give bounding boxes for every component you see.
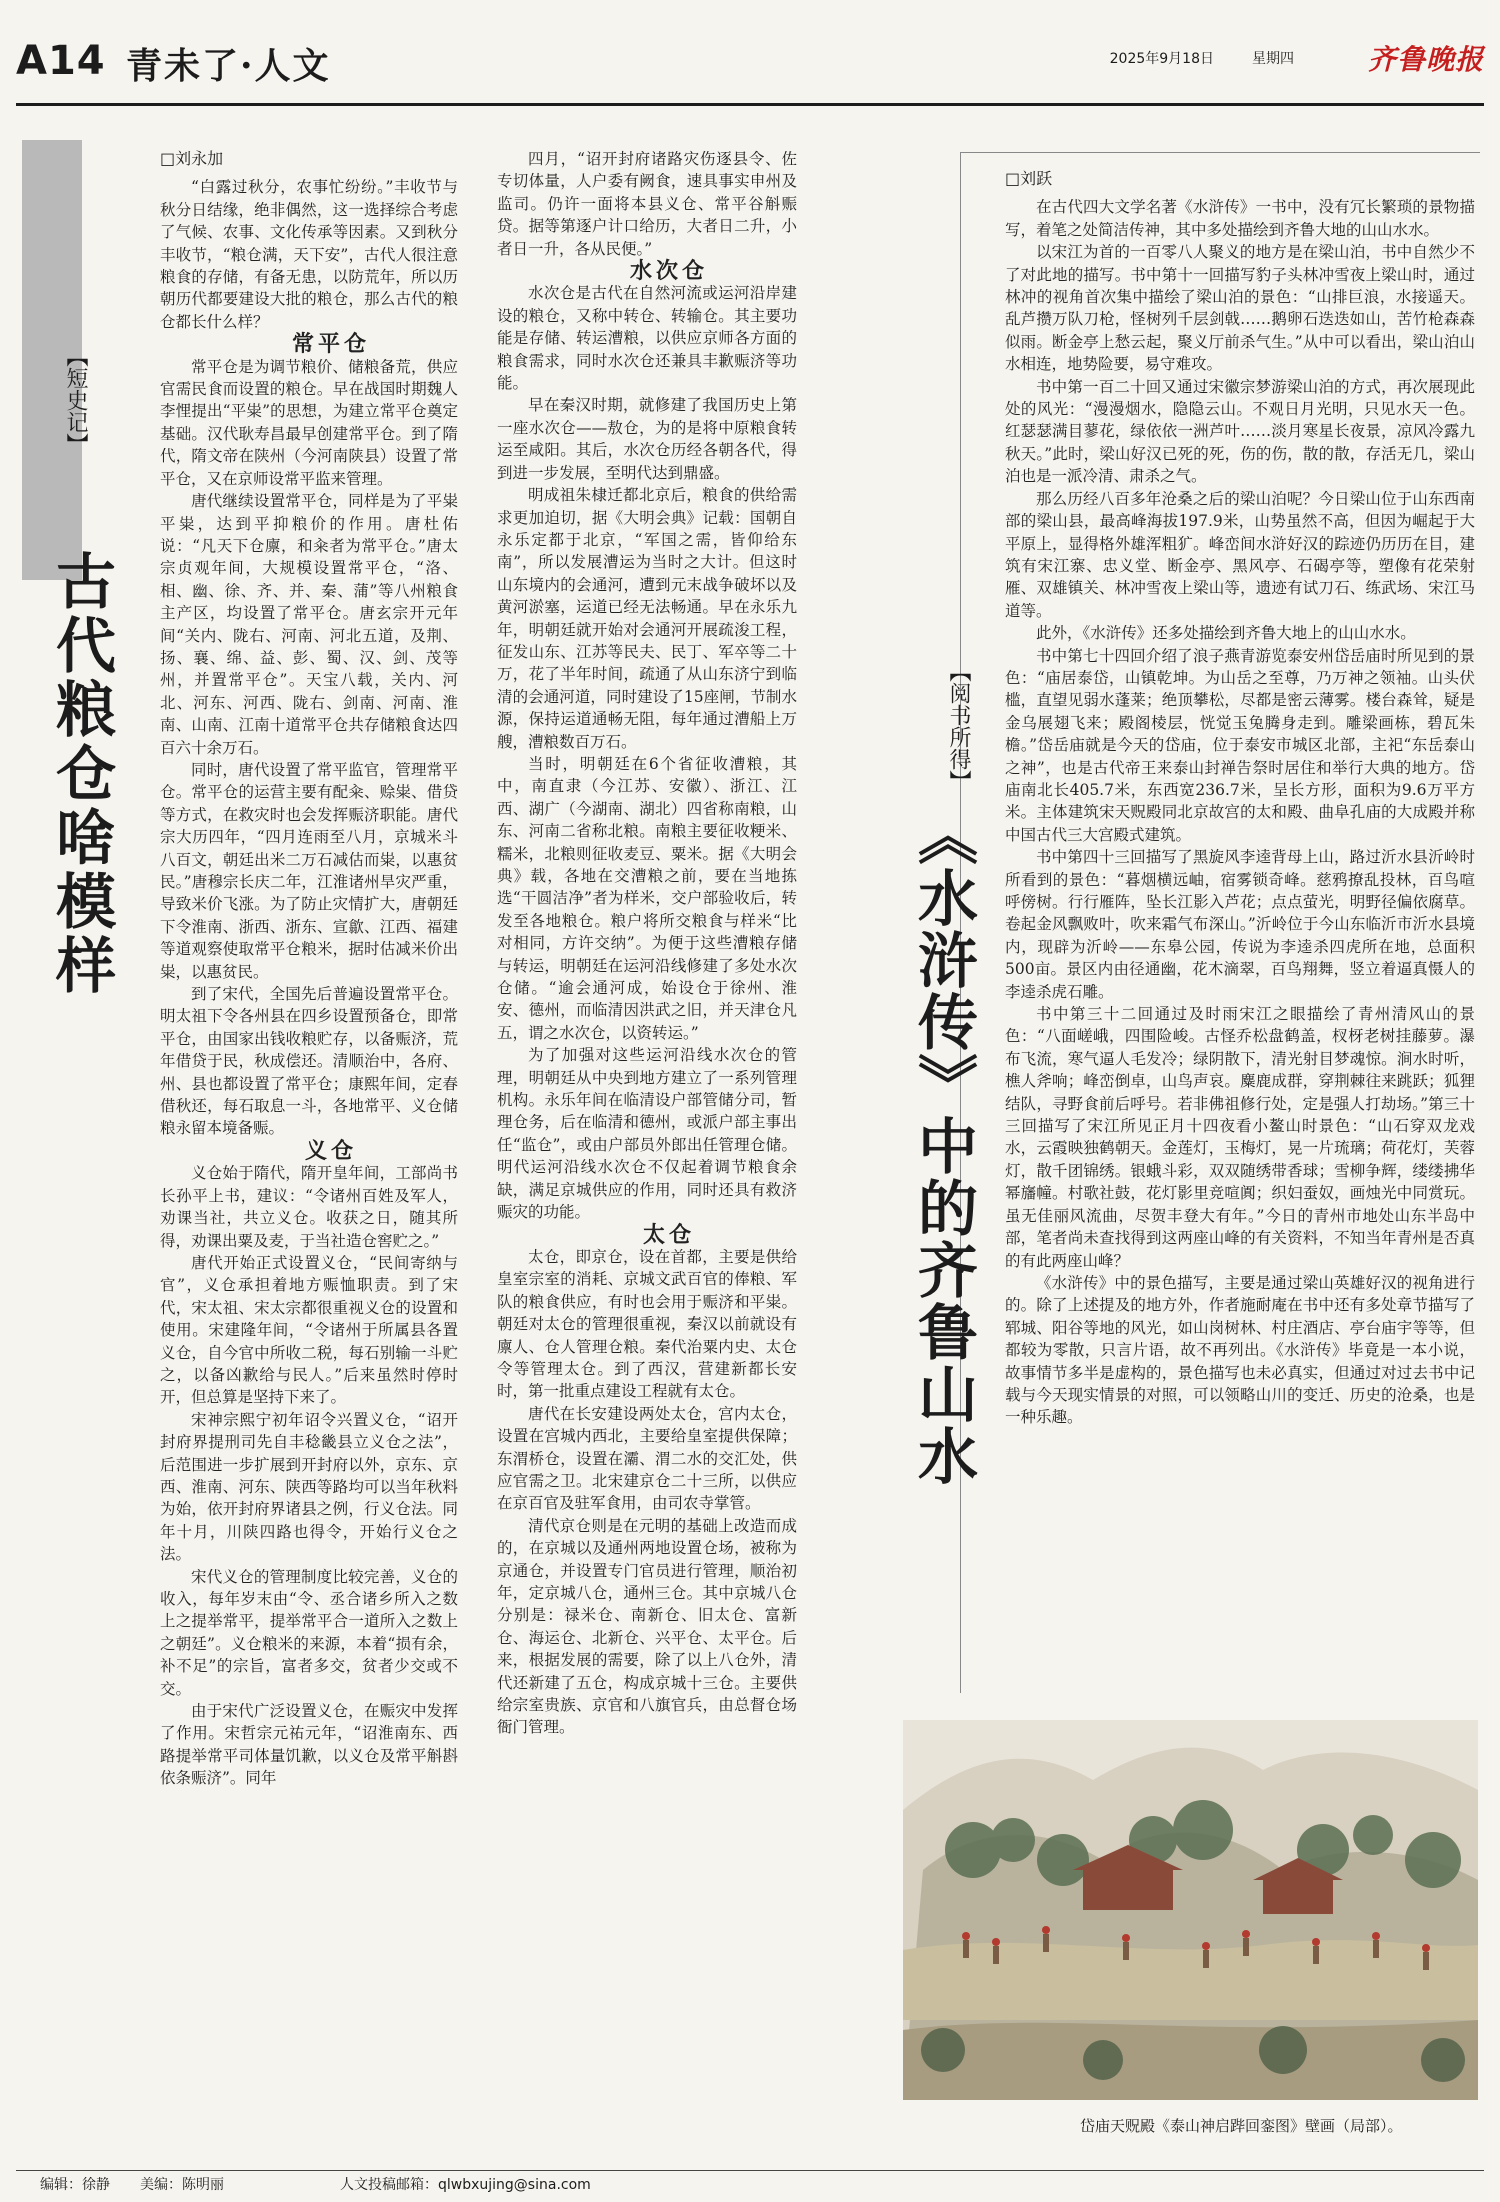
issue-weekday: 星期四 [1252, 51, 1294, 67]
left-article-byline: □刘永加 [160, 149, 224, 168]
body-paragraph: 书中第三十二回通过及时雨宋江之眼描绘了青州清风山的景色：“八面嵯峨，四围险峻。古怪乔松盘鹤盖，杈枒老树挂藤萝。瀑布飞流，寒气逼人毛发冷；绿阴散下，清光射目梦魂惊。涧水时听，樵人斧响；峰峦倒卓，山鸟声哀。麋鹿成群，穿荆棘往来跳跃；狐狸结队，寻野食前后呼号。若非佛祖修行处，定是强人打劫场。”第三十三回描写了宋江所见正月十四夜看小鳌山时景色：“山石穿双龙戏水，云霞映独鹤朝天。金莲灯，玉梅灯，晃一片琉璃；荷花灯，芙蓉灯，散千团锦绣。银蛾斗彩，双双随绣带香球；雪柳争辉，缕缕拂华幂旛幢。村歌社鼓，花灯影里竞喧阗；织妇蚕奴，画烛光中同赏玩。虽无佳丽风流曲，尽贺丰登大有年。”今日的青州市地处山东半岛中部，笔者尚未查找得到这两座山峰的有关资料，不知当年青州是否真的有此两座山峰？ [1005, 1005, 1475, 1270]
body-paragraph: 当时，明朝廷在6个省征收漕粮，其中，南直隶（今江苏、安徽）、浙江、江西、湖广（今湖南、湖北）四省称南粮，山东、河南二省称北粮。南粮主要征收粳米、糯米，北粮则征收麦豆、粟米。据《大明会典》载，各地在交漕粮之前，要在当地拣选“干圆洁净”者为样米，交户部验收后，转发至各地粮仓。粮户将所交粮食与样米“比对相同，方许交纳”。为便于这些漕粮存储与转运，明朝廷在运河沿线修建了多处水次仓储。“逾会通河成，始设仓于徐州、淮安、德州，而临清因洪武之旧，并天津仓凡五，谓之水次仓，以资转运。” [497, 754, 797, 1042]
body-paragraph: 书中第七十四回介绍了浪子燕青游览泰安州岱岳庙时所见到的景色：“庙居泰岱，山镇乾坤。为山岳之至尊，乃万神之领袖。山头伏槛，直望见弱水蓬莱；绝顶攀松，尽都是密云薄雾。楼台森耸，疑是金乌展翅飞来；殿阁棱层，恍觉玉兔腾身走到。雕梁画栋，碧瓦朱檐。”岱岳庙就是今天的岱庙，位于泰安市城区北部，主祀“东岳泰山之神”，也是古代帝王来泰山封禅告祭时居住和举行大典的地方。岱庙南北长405.7米，东西宽236.7米，呈长方形，面积为9.6万平方米。主体建筑宋天贶殿同北京故宫的太和殿、曲阜孔庙的大成殿并称中国古代三大宫殿式建筑。 [1005, 646, 1475, 844]
footer-editor: 编辑：徐静 [40, 2177, 110, 2193]
right-article-body [1005, 168, 1475, 1698]
body-paragraph: 太仓，即京仓，设在首都，主要是供给皇室宗室的消耗、京城文武百官的俸粮、军队的粮食供应，有时也会用于赈济和平粜。朝廷对太仓的管理很重视，秦汉以前就设有廪人、仓人管理仓粮。秦代治粟内史、太仓令等管理太仓。到了西汉，营建新都长安时，第一批重点建设工程就有太仓。 [497, 1247, 797, 1401]
section-subheading: 太仓 [642, 1221, 695, 1248]
body-paragraph: 唐代继续设置常平仓，同样是为了平粜平粜，达到平抑粮价的作用。唐杜佑说：“凡天下仓廪，和籴者为常平仓。”唐太宗贞观年间，大规模设置常平仓，“洛、相、幽、徐、齐、并、秦、蒲”等八州粮食主产区，均设置了常平仓。唐玄宗开元年间“关内、陇右、河南、河北五道，及荆、扬、襄、绵、益、彭、蜀、汉、剑、茂等州，并置常平仓”。天宝八载，关内、河北、河东、河西、陇右、剑南、河南、淮南、山南、江南十道常平仓共存储粮食达四百六十余万石。 [160, 492, 458, 757]
footer-email: 人文投稿邮箱：qlwbxujing@sina.com [340, 2177, 591, 2193]
section-subheading: 常平仓 [291, 331, 370, 358]
body-paragraph: “白露过秋分，农事忙纷纷。”丰收节与秋分日结缘，绝非偶然，这一选择综合考虑了气候、农事、文化传承等因素。又到秋分丰收节，“粮仓满，天下安”，古代人很注意粮食的存储，有备无患，以防荒年，所以历朝历代都要建设大批的粮仓，那么古代的粮仓都长什么样？ [160, 178, 458, 331]
body-paragraph: 早在秦汉时期，就修建了我国历史上第一座水次仓——敖仓，为的是将中原粮食转运至咸阳。其后，水次仓历经各朝各代，得到进一步发展，至明代达到鼎盛。 [497, 396, 797, 482]
section-subheading: 水次仓 [629, 258, 708, 285]
body-paragraph: 《水浒传》中的景色描写，主要是通过梁山英雄好汉的视角进行的。除了上述提及的地方外，作者施耐庵在书中还有多处章节描写了郓城、阳谷等地的风光，如山岗树林、村庄酒店、亭台庙宇等等，但都较为零散，只言片语，故不再列出。《水浒传》毕竟是一本小说，故事情节多半是虚构的，景色描写也未必真实，但通过对过去书中记载与今天现实情景的对照，可以领略山川的变迁、历史的沧桑，也是一种乐趣。 [1005, 1273, 1475, 1427]
body-paragraph: 宋神宗熙宁初年诏令兴置义仓，“诏开封府界提刑司先自丰稔畿县立义仓之法”，后范围进一步扩展到开封府以外，京东、京西、淮南、河东、陕西等路均可以当年秋料为始，依开封府界诸县之例，行义仓法。同年十月，川陕四路也得令，开始行义仓之法。 [160, 1410, 458, 1564]
right-article-title: 《水浒传》中的齐鲁山水 [908, 805, 978, 1487]
body-paragraph: 书中第四十三回描写了黑旋风李逵背母上山，路过沂水县沂岭时所看到的景色：“暮烟横远岫，宿雾锁奇峰。慈鸦撩乱投林，百鸟喧呼傍树。行行雁阵，坠长江影入芦花；点点萤光，明野径偏依腐草。卷起金风飘败叶，吹来霜气布深山。”沂岭位于今山东临沂市沂水县境内，现辟为沂岭——东皋公园，传说为李逵杀四虎所在地，总面积500亩。景区内由径通幽，花木滴翠，百鸟翔舞，竖立着逼真慑人的李逵杀虎石雕。 [1005, 848, 1475, 1001]
right-article-byline: □刘跃 [1005, 169, 1053, 188]
body-paragraph: 在古代四大文学名著《水浒传》一书中，没有冗长繁琐的景物描写，着笔之处简洁传神，其中多处描绘到齐鲁大地的山山水水。 [1005, 198, 1475, 239]
body-paragraph: 宋代义仓的管理制度比较完善，义仓的收入，每年岁末由“令、丞合诸乡所入之数上之提举常平，提举常平合一道所入之数上之朝廷”。义仓粮米的来源，本着“损有余，补不足”的宗旨，富者多交，贫者少交或不交。 [160, 1567, 458, 1698]
section-subheading: 义仓 [304, 1137, 357, 1164]
section-title: 青未了·人文 [126, 45, 331, 87]
body-paragraph: 义仓始于隋代，隋开皇年间，工部尚书长孙平上书，建议：“令诸州百姓及军人，劝课当社，共立义仓。收获之日，随其所得，劝课出粟及麦，于当社造仓窖贮之。” [160, 1164, 458, 1250]
page-header [16, 38, 1484, 98]
body-paragraph: 同时，唐代设置了常平监官，管理常平仓。常平仓的运营主要有配籴、赊粜、借贷等方式，在救灾时也会发挥赈济职能。唐代宗大历四年，“四月连雨至八月，京城米斗八百文，朝廷出米二万石减估而粜，以惠贫民。”唐穆宗长庆二年，江淮诸州旱灾严重，导致米价飞涨。为了防止灾情扩大，唐朝廷下令淮南、浙西、浙东、宣歙、江西、福建等道观察使取常平仓粮米，据时估减米价出粜，以惠贫民。 [160, 760, 458, 981]
body-paragraph: 那么历经八百多年沧桑之后的梁山泊呢？今日梁山位于山东西南部的梁山县，最高峰海拔197.9米，山势虽然不高，但因为崛起于大平原上，显得格外雄浑粗犷。峰峦间水浒好汉的踪迹仍历历在目，建筑有宋江寨、忠义堂、断金亭、黑风亭、石碣亭等，塑像有花荣射雁、双雄镇关、林冲雪夜上梁山等，遗迹有试刀石、练武场、宋江马道等。 [1005, 489, 1475, 620]
body-paragraph: 以宋江为首的一百零八人聚义的地方是在梁山泊，书中自然少不了对此地的描写。书中第十一回描写豹子头林冲雪夜上梁山时，通过林冲的视角首次集中描绘了梁山泊的景色：“山排巨浪，水接遥天。乱芦攒万队刀枪，怪树列千层剑戟……鹅卵石迭迭如山，苦竹枪森森似雨。断金亭上愁云起，聚义厅前杀气生。”从中可以看出，梁山泊山水相连，地势险要，易守难攻。 [1005, 243, 1475, 374]
left-article-title: 古代粮仓啥模样 [46, 550, 116, 998]
issue-date: 2025年9月18日 [1109, 51, 1214, 67]
body-paragraph: 清代京仓则是在元明的基础上改造而成的，在京城以及通州两地设置仓场，被称为京通仓，并设置专门官员进行管理，顺治初年，定京城八仓，通州三仓。其中京城八仓分别是：禄米仓、南新仓、旧太仓、富新仓、海运仓、北新仓、兴平仓、太平仓。后来，根据发展的需要，除了以上八仓外，清代还新建了五仓，构成京城十三仓。主要供给宗室贵族、京官和八旗官兵，由总督仓场衙门管理。 [497, 1516, 797, 1737]
newspaper-logo: 齐鲁晚报 [1367, 43, 1484, 76]
body-paragraph: 唐代开始正式设置义仓，“民间寄纳与官”，义仓承担着地方赈恤职责。到了宋代，宋太祖、宋太宗都很重视义仓的设置和使用。宋建隆年间，“令诸州于所属县各置义仓，自今官中所收二税，每石别输一斗贮之，以备凶歉给与民人。”后来虽然时停时开，但总算是坚持下来了。 [160, 1253, 458, 1407]
body-paragraph: 常平仓是为调节粮价、储粮备荒，供应官需民食而设置的粮仓。早在战国时期魏人李悝提出“平粜”的思想，为建立常平仓奠定基础。汉代耿寿昌最早创建常平仓。到了隋代，隋文帝在陕州（今河南陕县）设置了常平仓，又在京师设常平监来管理。 [160, 357, 458, 488]
body-paragraph: 四月，“诏开封府诸路灾伤逐县令、佐专切体量，人户委有阙食，速具事实申州及监司。仍许一面将本县义仓、常平谷斛赈贷。据等第逐户计口给历，大者日二升，小者日一升，各从民便。” [497, 150, 797, 258]
body-paragraph: 书中第一百二十回又通过宋徽宗梦游梁山泊的方式，再次展现此处的风光：“漫漫烟水，隐隐云山。不观日月光明，只见水天一色。红瑟瑟满目蓼花，绿依依一洲芦叶……淡月寒星长夜景，凉风冷露九秋天。”此时，梁山好汉已死的死，伤的伤，散的散，存活无几，梁山泊也是一派冷清、肃杀之气。 [1005, 377, 1475, 486]
column-tag-left: 【短史记】 [63, 345, 88, 455]
mural-image [903, 1720, 1478, 2100]
image-caption: 岱庙天贶殿《泰山神启跸回銮图》壁画（局部）。 [1080, 2117, 1403, 2135]
body-paragraph: 明成祖朱棣迁都北京后，粮食的供给需求更加迫切，据《大明会典》记载：国朝自永乐定都于北京，“军国之需，皆仰给东南”，所以发展漕运为当时之大计。但这时山东境内的会通河，遭到元末战争破坏以及黄河淤塞，运道已经无法畅通。早在永乐九年，明朝廷就开始对会通河开展疏浚工程，征发山东、江苏等民夫、民丁、军卒等二十万，花了半年时间，疏通了从山东济宁到临清的会通河道，同时建设了15座闸，节制水源，保持运道通畅无阻，每年通过漕船上万艘，漕粮数百万石。 [497, 486, 797, 751]
column-tag-right: 【阅书所得】 [946, 660, 971, 792]
body-paragraph: 到了宋代，全国先后普遍设置常平仓。明太祖下令各州县在四乡设置预备仓，即常平仓，由国家出钱收粮贮存，以备赈济，荒年借贷于民，秋成偿还。清顺治中，各府、州、县也都设置了常平仓；康熙年间，定春借秋还，每石取息一斗，各地常平、义仓储粮永留本境备赈。 [160, 985, 458, 1138]
footer-designer: 美编：陈明丽 [140, 2177, 224, 2193]
body-paragraph: 水次仓是古代在自然河流或运河沿岸建设的粮仓，又称中转仓、转输仓。其主要功能是存储、转运漕粮，以供应京师各方面的粮食需求，同时水次仓还兼具丰歉赈济等功能。 [497, 284, 797, 393]
page-number: A14 [16, 38, 106, 84]
left-article-col-2 [497, 148, 797, 2108]
body-paragraph: 唐代在长安建设两处太仓，宫内太仓，设置在宫城内西北，主要给皇室提供保障；东渭桥仓，设置在灞、渭二水的交汇处，供应官需之卫。北宋建京仓二十三所，以供应在京百官及驻军食用，由司农寺掌管。 [497, 1404, 797, 1513]
body-paragraph: 此外，《水浒传》还多处描绘到齐鲁大地上的山山水水。 [1036, 624, 1416, 643]
left-article-col-1 [160, 148, 458, 2078]
body-paragraph: 由于宋代广泛设置义仓，在赈灾中发挥了作用。宋哲宗元祐元年，“诏淮南东、西路提举常平司体量饥歉，以义仓及常平斛斟依条赈济”。同年 [160, 1702, 458, 1788]
body-paragraph: 为了加强对这些运河沿线水次仓的管理，明朝廷从中央到地方建立了一系列管理机构。永乐年间在临清设户部管储分司，暂理仓务，后在临清和德州，或派户部主事出任“监仓”，或由户部员外郎出任管理仓储。明代运河沿线水次仓不仅起着调节粮食余缺，满足京城供应的作用，同时还具有救济赈灾的功能。 [497, 1046, 797, 1222]
footer-rule [16, 2170, 1484, 2171]
header-rule [16, 103, 1484, 106]
